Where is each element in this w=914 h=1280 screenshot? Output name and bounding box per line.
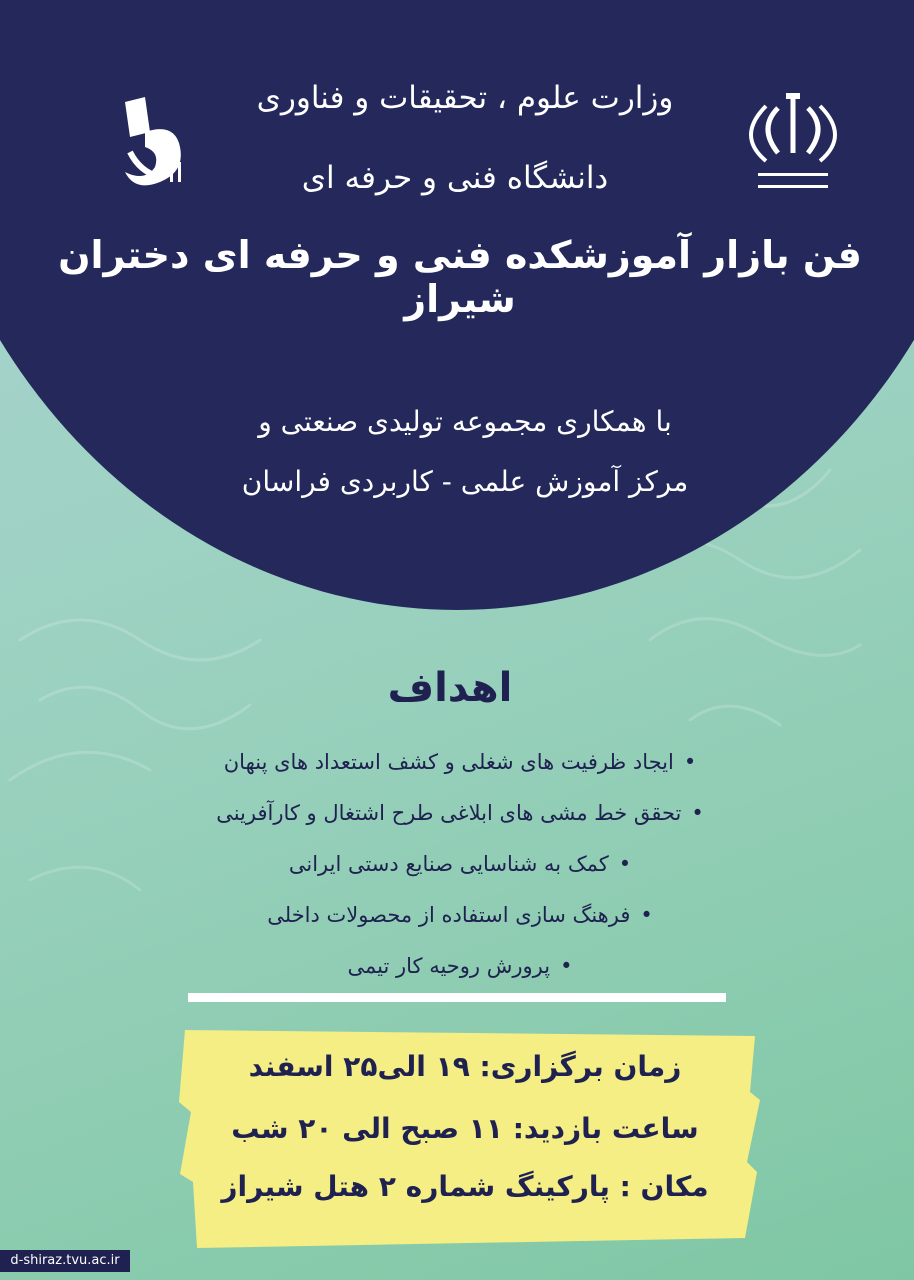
event-location: مکان : پارکینگ شماره ۲ هتل شیراز bbox=[221, 1170, 709, 1203]
collaboration-line-1: با همکاری مجموعه تولیدی صنعتی و bbox=[258, 405, 672, 438]
event-hours: ساعت بازدید: ۱۱ صبح الی ۲۰ شب bbox=[231, 1112, 699, 1145]
event-title: فن بازار آموزشکده فنی و حرفه ای دختران شیراز bbox=[58, 233, 862, 321]
footer-site-link[interactable]: d-shiraz.tvu.ac.ir bbox=[0, 1250, 130, 1272]
goal-item: •کمک به شناسایی صنایع دستی ایرانی bbox=[288, 852, 632, 876]
goal-item: •پرورش روحیه کار تیمی bbox=[347, 954, 573, 978]
divider bbox=[188, 993, 726, 1002]
goal-item: •ایجاد ظرفیت های شغلی و کشف استعداد های پنهان bbox=[223, 750, 697, 774]
event-date: زمان برگزاری: ۱۹ الی۲۵ اسفند bbox=[248, 1050, 682, 1083]
goal-item: •تحقق خط مشی های ابلاغی طرح اشتغال و کارآفرینی bbox=[216, 801, 704, 825]
iran-emblem-icon bbox=[738, 88, 848, 198]
goals-list bbox=[180, 740, 740, 995]
university-title: دانشگاه فنی و حرفه ای bbox=[301, 160, 609, 196]
tvu-logo bbox=[110, 92, 200, 202]
collaboration-line-2: مرکز آموزش علمی - کاربردی فراسان bbox=[241, 465, 689, 498]
goals-heading: اهداف bbox=[387, 665, 513, 711]
ministry-title: وزارت علوم ، تحقیقات و فناوری bbox=[256, 80, 674, 116]
goal-item: •فرهنگ سازی استفاده از محصولات داخلی bbox=[267, 903, 653, 927]
